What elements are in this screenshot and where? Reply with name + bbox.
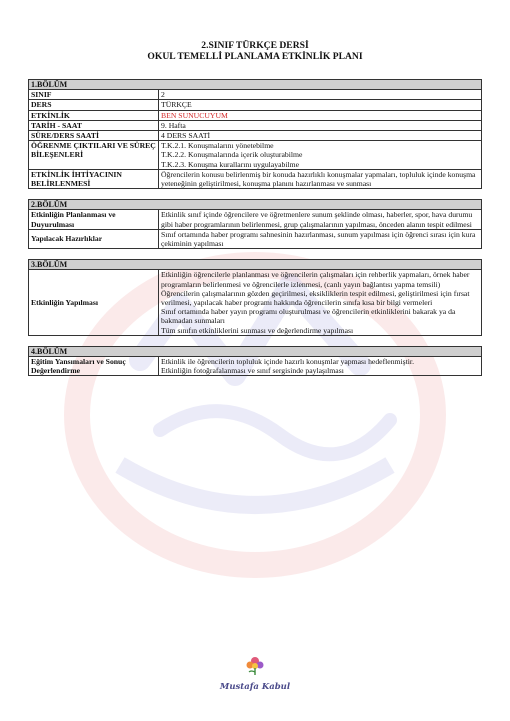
row-label: SINIF xyxy=(29,90,159,100)
row-value: TÜRKÇE xyxy=(159,100,482,110)
planning-text: Etkinlik sınıf içinde öğrencilere ve öğretmenlere sunum şeklinde olması, haberler, spor, hava durumu gibi haber programlarının belirlenmesi, grup çalışmalarının yapılması, önceden alanın tespit edilmesi xyxy=(159,210,482,229)
table-row xyxy=(29,90,482,100)
row-label: DERS xyxy=(29,100,159,110)
table-row xyxy=(29,169,482,188)
flower-icon xyxy=(244,656,266,676)
title-line-2: OKUL TEMELLİ PLANLAMA ETKİNLİK PLANI xyxy=(147,51,363,62)
table-row xyxy=(29,357,482,376)
row-value: 9. Hafta xyxy=(159,120,482,130)
section-4-heading: 4.BÖLÜM xyxy=(29,346,482,356)
table-row xyxy=(29,100,482,110)
prep-text: Sınıf ortamında haber programı sahnesinin hazırlanması, sunum yapılması için öğrenci sırası için kura çekiminin yapılması xyxy=(159,229,482,248)
outcome-item: T.K.2.2. Konuşmalarında içerik oluşturabilme xyxy=(161,150,303,160)
section-2-table xyxy=(28,199,482,249)
row-label: SÜRE/DERS SAATİ xyxy=(29,131,159,141)
evaluation-text xyxy=(159,357,482,376)
implementation-label: Etkinliğin Yapılması xyxy=(29,270,159,335)
need-text: Öğrencilerin konusu belirlenmiş bir konuda hazırlıklı konuşmalar yapmaları, topluluk içinde konuşma yeteneğinin geliştirilmesi, konuşma planını hazırlanması ve sunması xyxy=(159,169,482,188)
row-label: TARİH - SAAT xyxy=(29,120,159,130)
planning-label: Etkinliğin Planlanması ve Duyurulması xyxy=(29,210,159,229)
title-line-1: 2.SINIF TÜRKÇE DERSİ xyxy=(201,40,309,51)
table-row xyxy=(29,141,482,170)
section-3-heading: 3.BÖLÜM xyxy=(29,260,482,270)
table-row xyxy=(29,110,482,120)
outcome-item: T.K.2.1. Konuşmalarını yönetebilme xyxy=(161,141,274,151)
implementation-line: Tüm sınıfın etkinliklerini sunması ve değerlendirme yapılması xyxy=(161,325,354,335)
section-1-heading: 1.BÖLÜM xyxy=(29,80,482,90)
implementation-line: Öğrencilerin çalışmalarının gözden geçirilmesi, eksikliklerin tespit edilmesi, geliştirilmesi için fırsat verilmesi, yapılacak haber programı hakkında öğrencilerin sınıfa kısa bir bilgi vermeleri xyxy=(161,288,470,308)
evaluation-line: Etkinlik ile öğrencilerin topluluk içinde hazırlı konuşmlar yapması hedeflenmiştir. xyxy=(161,357,414,367)
evaluation-label: Eğitim Yansımaları ve Sonuç Değerlendirme xyxy=(29,357,159,376)
row-value: 4 DERS SAATİ xyxy=(159,131,482,141)
need-label: ETKİNLİK İHTİYACININ BELİRLENMESİ xyxy=(29,169,159,188)
section-4-table xyxy=(28,346,482,377)
table-row xyxy=(29,210,482,229)
implementation-line: Etkinliğin öğrencilerle planlanması ve öğrencilerin çalışmaları için rehberlik yapmaları, örnek haber programların belirlenmesi ve öğrencilerle izlenmesi, (canlı yayın bağlantısı yapma temsili) xyxy=(161,270,470,289)
row-value: 2 xyxy=(159,90,482,100)
evaluation-line: Etkinliğin fotoğrafalanması ve sınıf sergisinde paylaşılması xyxy=(161,366,344,376)
row-label: ETKİNLİK xyxy=(29,110,159,120)
outcomes-label: ÖĞRENME ÇIKTILARI VE SÜREÇ BİLEŞENLERİ xyxy=(29,141,159,170)
outcomes-list xyxy=(159,141,482,170)
section-2-heading: 2.BÖLÜM xyxy=(29,200,482,210)
table-row xyxy=(29,270,482,335)
outcome-item: T.K.2.3. Konuşma kurallarını uygulayabilme xyxy=(161,159,299,169)
document-title xyxy=(28,40,482,62)
table-row xyxy=(29,120,482,130)
activity-plan-page xyxy=(28,40,482,384)
implementation-text xyxy=(159,270,482,335)
activity-name: BEN SUNUCUYUM xyxy=(159,110,482,120)
section-3-table xyxy=(28,259,482,336)
signature-text: Mustafa Kabul xyxy=(219,682,291,692)
implementation-line: Sınıf ortamında haber yayın programı oluşturulması ve öğrencilerin etkinliklerini bakarak ya da bakmadan sunmaları xyxy=(161,307,456,326)
prep-label: Yapılacak Hazırlıklar xyxy=(29,229,159,248)
section-1-table xyxy=(28,79,482,189)
footer-signature xyxy=(0,656,510,692)
table-row xyxy=(29,131,482,141)
table-row xyxy=(29,229,482,248)
